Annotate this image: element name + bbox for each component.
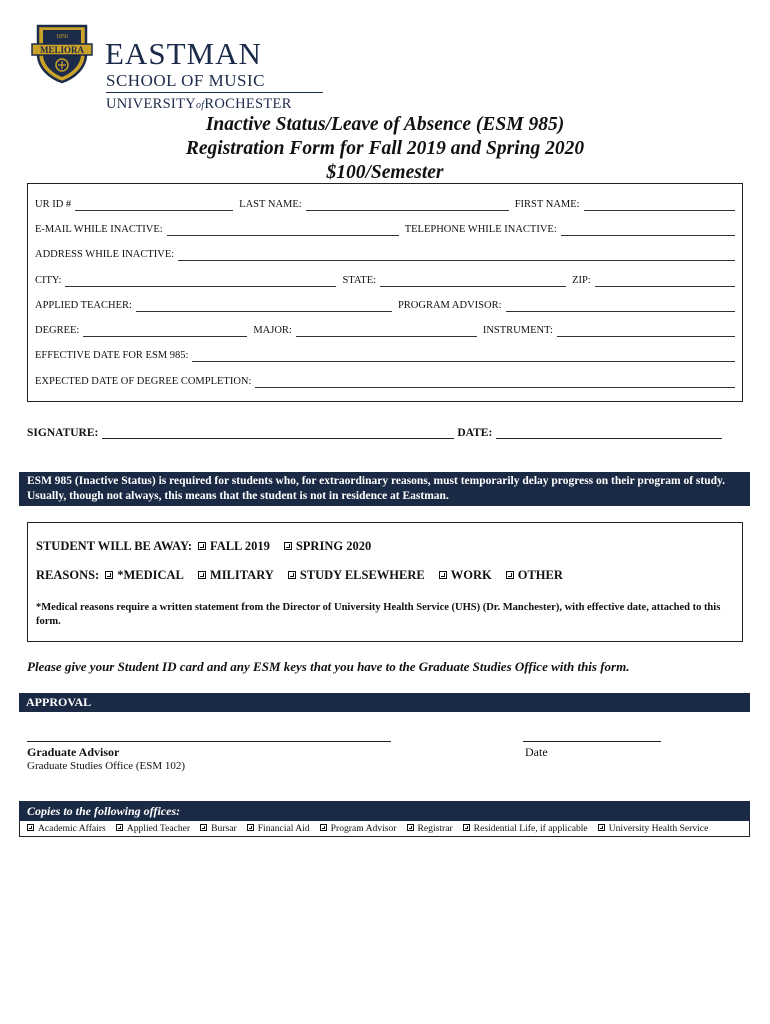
away-reasons-box xyxy=(27,522,743,642)
checkbox-icon[interactable] xyxy=(463,824,470,831)
checkbox-icon[interactable] xyxy=(27,824,34,831)
option-label: WORK xyxy=(450,568,492,582)
major-label: MAJOR: xyxy=(253,325,292,336)
approval-date-label: Date xyxy=(525,745,548,759)
checkbox-icon[interactable] xyxy=(320,824,327,831)
option-label: MILITARY xyxy=(209,568,274,582)
checkbox-icon[interactable] xyxy=(506,571,514,579)
checkbox-icon[interactable] xyxy=(284,542,292,550)
logo-divider xyxy=(106,92,323,93)
return-items-instruction: Please give your Student ID card and any ESM keys that you have to the Graduate Studies Office with this form. xyxy=(27,659,630,674)
row-contact xyxy=(35,224,735,236)
option-label: Financial Aid xyxy=(257,823,310,834)
reason-study-elsewhere[interactable] xyxy=(288,568,425,583)
row-name xyxy=(35,199,735,211)
zip-label: ZIP: xyxy=(572,275,591,286)
program-advisor-label: PROGRAM ADVISOR: xyxy=(397,300,502,311)
copy-academic-affairs[interactable] xyxy=(27,823,106,834)
university-seal-icon xyxy=(30,20,94,84)
copy-residential-life[interactable] xyxy=(463,823,588,834)
first-name-label: FIRST NAME: xyxy=(514,199,580,210)
instrument-field[interactable] xyxy=(557,327,735,337)
copy-program-advisor[interactable] xyxy=(320,823,397,834)
instrument-label: INSTRUMENT: xyxy=(482,325,553,336)
medical-note: *Medical reasons require a written statement from the Director of University Health Service (UHS) (Dr. Manchester), with effective date, attached to this form. xyxy=(36,602,721,627)
option-label: Program Advisor xyxy=(330,823,397,834)
advisor-office: Graduate Studies Office (ESM 102) xyxy=(27,760,186,772)
advisor-label: Graduate Advisor xyxy=(27,745,120,759)
signature-date-label: DATE: xyxy=(457,427,493,439)
address-field[interactable] xyxy=(178,251,735,261)
checkbox-icon[interactable] xyxy=(598,824,605,831)
copy-university-health-service[interactable] xyxy=(598,823,709,834)
advisor-signature-line[interactable] xyxy=(27,741,391,742)
approval-heading: APPROVAL xyxy=(19,693,750,712)
last-name-field[interactable] xyxy=(306,201,509,211)
ur-id-field[interactable] xyxy=(75,201,233,211)
copy-financial-aid[interactable] xyxy=(247,823,310,834)
away-label: STUDENT WILL BE AWAY: xyxy=(36,539,192,553)
expected-date-label: EXPECTED DATE OF DEGREE COMPLETION: xyxy=(35,376,252,387)
checkbox-icon[interactable] xyxy=(198,571,206,579)
checkbox-icon[interactable] xyxy=(198,542,206,550)
student-info-box xyxy=(27,183,743,402)
row-degree xyxy=(35,325,735,337)
effective-date-label: EFFECTIVE DATE FOR ESM 985: xyxy=(35,350,189,361)
checkbox-icon[interactable] xyxy=(116,824,123,831)
form-title-line1: Inactive Status/Leave of Absence (ESM 985) xyxy=(205,114,565,135)
university-of: of xyxy=(196,100,205,111)
option-label: SPRING 2020 xyxy=(295,539,372,553)
reason-medical[interactable] xyxy=(105,568,184,583)
signature-label: SIGNATURE: xyxy=(27,427,99,439)
copies-heading: Copies to the following offices: xyxy=(19,801,750,821)
inactive-status-notice: ESM 985 (Inactive Status) is required for students who, for extraordinary reasons, must temporarily delay progress on their program of study. Usually, though not always, this means that the student is not in residence at Eastman. xyxy=(19,472,750,506)
email-label: E-MAIL WHILE INACTIVE: xyxy=(35,224,163,235)
state-label: STATE: xyxy=(342,275,377,286)
applied-teacher-label: APPLIED TEACHER: xyxy=(35,300,132,311)
option-spring-2020[interactable] xyxy=(284,539,371,554)
row-city xyxy=(35,275,735,287)
address-label: ADDRESS WHILE INACTIVE: xyxy=(35,249,175,260)
option-label: OTHER xyxy=(517,568,563,582)
reasons-row xyxy=(36,568,577,583)
degree-label: DEGREE: xyxy=(35,325,80,336)
reason-military[interactable] xyxy=(198,568,274,583)
first-name-field[interactable] xyxy=(584,201,735,211)
city-field[interactable] xyxy=(65,277,336,287)
option-label: *MEDICAL xyxy=(117,568,184,582)
option-label: STUDY ELSEWHERE xyxy=(299,568,425,582)
applied-teacher-field[interactable] xyxy=(136,302,392,312)
copy-applied-teacher[interactable] xyxy=(116,823,190,834)
option-label: Residential Life, if applicable xyxy=(473,823,588,834)
effective-date-field[interactable] xyxy=(192,352,735,362)
seal-motto: MELIORA xyxy=(39,45,85,55)
checkbox-icon[interactable] xyxy=(407,824,414,831)
eastman-logo xyxy=(30,20,330,112)
program-advisor-field[interactable] xyxy=(506,302,735,312)
option-label: FALL 2019 xyxy=(209,539,270,553)
seal-year: 1850 xyxy=(56,34,68,40)
option-label: Academic Affairs xyxy=(38,823,106,834)
copies-offices-row xyxy=(19,821,750,837)
ur-id-label: UR ID # xyxy=(35,199,72,210)
email-field[interactable] xyxy=(167,226,399,236)
expected-date-field[interactable] xyxy=(255,378,735,388)
option-label: Bursar xyxy=(211,823,237,834)
signature-row xyxy=(27,427,743,439)
option-fall-2019[interactable] xyxy=(198,539,270,554)
reasons-label: REASONS: xyxy=(36,568,100,582)
state-field[interactable] xyxy=(380,277,566,287)
school-name: EASTMAN xyxy=(105,36,262,71)
form-title-line2: Registration Form for Fall 2019 and Spring 2020 xyxy=(185,138,585,159)
university-name xyxy=(106,97,292,112)
row-expected-date xyxy=(35,376,735,388)
reason-other[interactable] xyxy=(506,568,563,583)
school-subtitle: SCHOOL OF MUSIC xyxy=(106,71,265,90)
degree-field[interactable] xyxy=(83,327,247,337)
copy-bursar[interactable] xyxy=(200,823,237,834)
city-label: CITY: xyxy=(35,275,62,286)
option-label: Registrar xyxy=(417,823,453,834)
checkbox-icon[interactable] xyxy=(288,571,296,579)
row-address xyxy=(35,249,735,261)
away-term-row xyxy=(36,539,385,554)
option-label: University Health Service xyxy=(608,823,709,834)
checkbox-icon[interactable] xyxy=(200,824,207,831)
major-field[interactable] xyxy=(296,327,477,337)
telephone-field[interactable] xyxy=(561,226,735,236)
checkbox-icon[interactable] xyxy=(247,824,254,831)
option-label: Applied Teacher xyxy=(126,823,191,834)
signature-field[interactable] xyxy=(102,428,454,439)
last-name-label: LAST NAME: xyxy=(239,199,302,210)
university-right: ROCHESTER xyxy=(204,96,292,112)
row-effective-date xyxy=(35,350,735,362)
form-title-line3: $100/Semester xyxy=(326,162,444,183)
signature-date-field[interactable] xyxy=(496,428,722,439)
copy-registrar[interactable] xyxy=(407,823,453,834)
zip-field[interactable] xyxy=(595,277,735,287)
university-left: UNIVERSITY xyxy=(106,96,196,112)
telephone-label: TELEPHONE WHILE INACTIVE: xyxy=(404,224,557,235)
checkbox-icon[interactable] xyxy=(439,571,447,579)
checkbox-icon[interactable] xyxy=(105,571,113,579)
row-teacher xyxy=(35,300,735,312)
reason-work[interactable] xyxy=(439,568,492,583)
approval-date-line[interactable] xyxy=(523,741,661,742)
